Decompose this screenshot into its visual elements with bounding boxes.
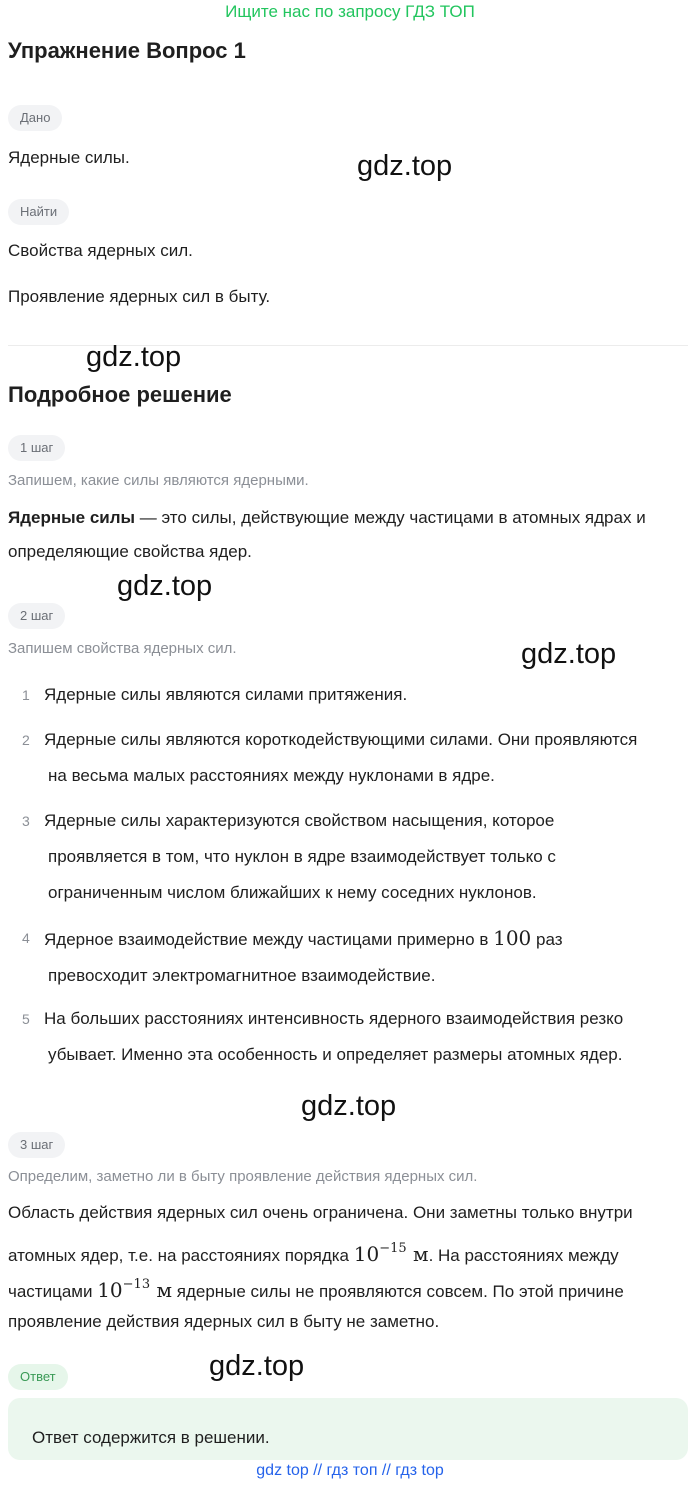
given-chip: Дано (8, 105, 62, 131)
step1-definition: — это силы, действующие между частицами в атомных ядрах и определяющие свойства ядер. (8, 508, 646, 561)
math-power (354, 1242, 429, 1266)
find-item-1: Свойства ядерных сил. (8, 241, 193, 260)
solution-title: Подробное решение (8, 382, 232, 407)
math-base: 10 (353, 1242, 380, 1266)
given-text: Ядерные силы. (8, 148, 130, 167)
watermark: gdz.top (86, 341, 182, 373)
step1-chip: 1 шаг (8, 435, 65, 461)
step3-text: частицами (8, 1282, 98, 1301)
step1-note: Запишем, какие силы являются ядерными. (8, 472, 309, 489)
step3-line-1: Область действия ядерных сил очень ограничена. Они заметны только внутри (8, 1203, 633, 1222)
watermark: gdz.top (117, 570, 213, 602)
find-chip: Найти (8, 199, 69, 225)
watermark: gdz.top (209, 1350, 305, 1382)
step3-text: атомных ядер, т.е. на расстояниях порядка (8, 1246, 354, 1265)
list-line (44, 920, 694, 958)
step3-line-2 (8, 1232, 694, 1273)
list-line: Ядерные силы характеризуются свойством насыщения, которое (44, 811, 555, 830)
math-exponent: −15 (379, 1241, 407, 1256)
math-unit: м (156, 1278, 173, 1302)
list-line: проявляется в том, что нуклон в ядре взаимодействует только с (48, 847, 556, 866)
watermark: gdz.top (301, 1090, 397, 1122)
step3-text: . На расстояниях между (428, 1246, 619, 1265)
list-number: 4 (22, 930, 30, 946)
step3-chip: 3 шаг (8, 1132, 65, 1158)
list-item (22, 920, 694, 994)
top-search-banner: Ищите нас по запросу ГДЗ ТОП (225, 2, 475, 21)
step1-bold-term: Ядерные силы (8, 508, 136, 527)
list-item (22, 722, 694, 794)
list-line-text: раз (531, 930, 563, 949)
list-line: ограниченным числом ближайших к нему соседних нуклонов. (48, 883, 537, 902)
bottom-banner: gdz top // гдз топ // гдз top (256, 1462, 444, 1479)
list-line: На больших расстояниях интенсивность ядерного взаимодействия резко (44, 1009, 624, 1028)
math-value: 100 (493, 926, 532, 950)
page-title: Упражнение Вопрос 1 (8, 38, 246, 63)
step3-text: ядерные силы не проявляются совсем. По этой причине (172, 1282, 624, 1301)
list-number: 1 (22, 687, 30, 703)
step1-text (8, 501, 694, 569)
find-item-2: Проявление ядерных сил в быту. (8, 287, 271, 306)
math-exponent: −13 (122, 1277, 151, 1292)
step2-chip: 2 шаг (8, 603, 65, 629)
list-line: на весьма малых расстояниях между нуклонами в ядре. (48, 766, 495, 785)
step3-note: Определим, заметно ли в быту проявление действия ядерных сил. (8, 1168, 478, 1185)
list-item (22, 803, 694, 911)
math-unit: м (413, 1242, 429, 1266)
answer-text: Ответ содержится в решении. (32, 1428, 270, 1447)
list-line: Ядерные силы являются силами притяжения. (44, 685, 408, 704)
list-number: 3 (22, 813, 30, 829)
list-number: 5 (22, 1011, 30, 1027)
step2-note: Запишем свойства ядерных сил. (8, 640, 237, 657)
step3-line-3 (8, 1268, 694, 1309)
list-item (22, 677, 694, 713)
math-base: 10 (97, 1278, 123, 1302)
math-power (97, 1278, 172, 1302)
list-line: убывает. Именно эта особенность и определяет размеры атомных ядер. (48, 1045, 623, 1064)
watermark: gdz.top (357, 150, 453, 182)
step3-line-4: проявление действия ядерных сил в быту не заметно. (8, 1312, 440, 1331)
list-number: 2 (22, 732, 30, 748)
answer-chip: Ответ (8, 1364, 68, 1390)
answer-box (8, 1398, 688, 1460)
list-line-text: Ядерное взаимодействие между частицами примерно в (44, 930, 489, 949)
watermark: gdz.top (521, 638, 617, 670)
list-line: превосходит электромагнитное взаимодействие. (48, 966, 436, 985)
list-line: Ядерные силы являются короткодействующими силами. Они проявляются (44, 730, 638, 749)
list-item (22, 1001, 694, 1073)
